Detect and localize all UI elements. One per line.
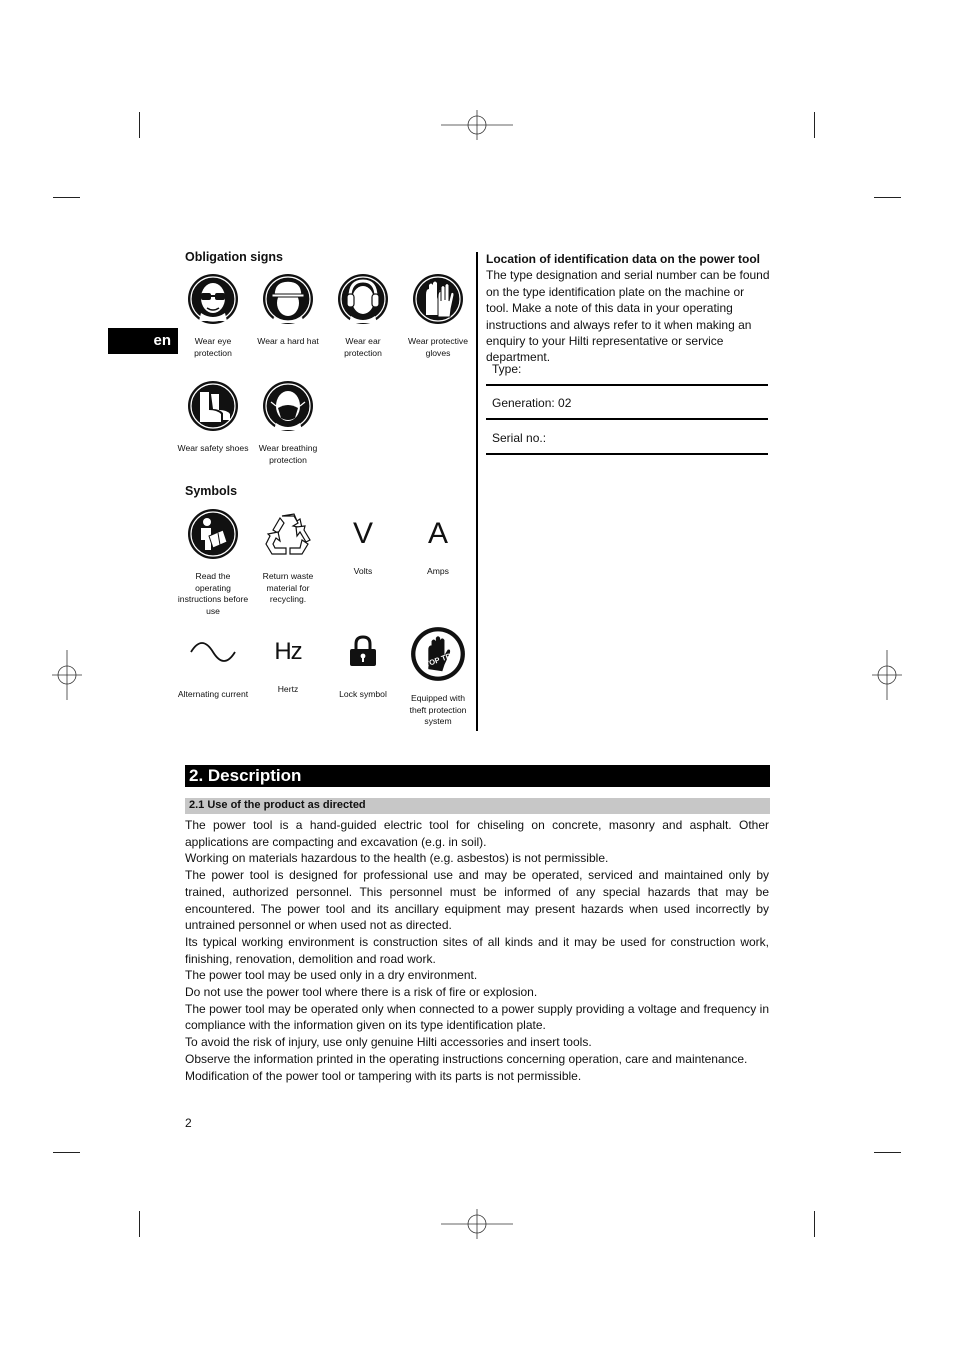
paragraph: Its typical working environment is construction sites of all kinds and it may be used for construction work, finishing, renovation, demolition and road work.	[185, 934, 769, 966]
symbol-recycling	[252, 508, 324, 606]
paragraph: The power tool is designed for professional use and may be operated, serviced and maintained only by trained, authorized personnel. This personnel must be informed of any special hazards that may be encountered. The power tool and its ancillary equipment may present hazards when used incorrectly by untrained personnel or when used not as directed.	[185, 868, 769, 933]
breathing-protection-icon	[262, 380, 314, 432]
symbol-label: Read the operating instructions before use	[177, 571, 249, 616]
paragraph: Working on materials hazardous to the health (e.g. asbestos) is not permissible.	[185, 851, 609, 866]
symbol-amps	[402, 508, 474, 578]
paragraph: The power tool may be used only in a dry environment.	[185, 968, 478, 983]
sign-label: Wear ear protection	[344, 336, 382, 358]
symbol-label: Amps	[427, 566, 449, 576]
symbol-read-instructions	[177, 508, 249, 617]
volts-icon: V	[352, 517, 373, 550]
eye-protection-icon	[187, 273, 239, 325]
generation-field: Generation: 02	[486, 386, 768, 420]
crop-mark	[139, 112, 140, 138]
sign-label: Wear safety shoes	[177, 443, 249, 453]
crop-mark	[814, 1211, 815, 1237]
symbol-theft-protection	[402, 626, 474, 728]
identification-section	[486, 251, 770, 366]
crop-mark	[53, 197, 80, 198]
paragraph: To avoid the risk of injury, use only genuine Hilti accessories and insert tools.	[185, 1035, 592, 1050]
column-divider	[476, 252, 478, 731]
identification-text: The type designation and serial number can be found on the type identification plate on the machine or tool. Make a note of this data in your operating instructions and always refer to it when making an enquiry to your Hilti representative or service department.	[486, 268, 770, 365]
section-heading: 2. Description	[185, 765, 770, 787]
symbol-label: Volts	[353, 566, 373, 576]
symbols-heading: Symbols	[185, 484, 238, 498]
symbol-label: Equipped with theft protection system	[409, 693, 467, 726]
paragraph: Observe the information printed in the operating instructions concerning operation, care and maintenance.	[185, 1051, 748, 1066]
symbol-volts	[327, 508, 399, 578]
symbol-hertz	[252, 626, 324, 696]
alternating-current-icon	[187, 626, 239, 678]
sign-label: Wear eye protection	[194, 336, 232, 358]
paragraph: The power tool may be operated only when connected to a power supply providing a voltage and frequency in compliance with the information given on its type identification plate.	[185, 1001, 769, 1033]
safety-shoes-icon	[187, 380, 239, 432]
crop-mark	[874, 197, 901, 198]
serial-field: Serial no.:	[486, 421, 768, 455]
hertz-icon: Hz	[274, 638, 302, 665]
symbol-alternating-current	[177, 626, 249, 701]
crop-mark	[814, 112, 815, 138]
sign-eye-protection	[177, 273, 249, 359]
language-tab: en	[108, 328, 178, 354]
ear-protection-icon	[337, 273, 389, 325]
sign-protective-gloves	[402, 273, 474, 359]
registration-mark-icon	[441, 105, 513, 145]
read-instructions-icon	[187, 508, 239, 560]
amps-icon: A	[427, 517, 448, 550]
paragraph: Modification of the power tool or tampering with its parts is not permissible.	[185, 1068, 582, 1083]
sign-ear-protection	[327, 273, 399, 359]
sign-safety-shoes	[177, 380, 249, 455]
paragraph: Do not use the power tool where there is a risk of fire or explosion.	[185, 985, 538, 1000]
lock-icon	[337, 626, 389, 678]
sign-label: Wear protective gloves	[407, 336, 469, 358]
protective-gloves-icon	[412, 273, 464, 325]
identification-title: Location of identification data on the power tool	[486, 252, 760, 266]
crop-mark	[53, 1152, 80, 1153]
description-body	[185, 817, 769, 1084]
hard-hat-icon	[262, 273, 314, 325]
page-number: 2	[185, 1116, 192, 1130]
svg-text:STOP TPS: STOP TPS	[419, 649, 457, 671]
theft-protection-icon	[410, 626, 466, 682]
obligation-signs-heading: Obligation signs	[185, 250, 283, 264]
type-field: Type:	[486, 352, 768, 386]
registration-mark-icon	[52, 650, 82, 700]
registration-mark-icon	[441, 1204, 513, 1244]
recycling-icon	[262, 508, 314, 560]
registration-mark-icon	[872, 650, 902, 700]
sign-breathing-protection	[252, 380, 324, 466]
symbol-label: Hertz	[277, 684, 299, 694]
symbol-lock	[327, 626, 399, 701]
symbol-label: Lock symbol	[339, 689, 387, 699]
sign-label: Wear a hard hat	[257, 336, 319, 346]
symbol-label: Return waste material for recycling.	[262, 571, 314, 604]
symbol-label: Alternating current	[177, 689, 249, 699]
subsection-heading: 2.1 Use of the product as directed	[185, 798, 770, 814]
sign-label: Wear breathing protection	[258, 443, 318, 465]
paragraph: The power tool is a hand-guided electric tool for chiseling on concrete, masonry and asphalt. Other applications are compacting and excavation (e.g. in soil).	[185, 818, 769, 849]
crop-mark	[139, 1211, 140, 1237]
sign-hard-hat	[252, 273, 324, 348]
crop-mark	[874, 1152, 901, 1153]
